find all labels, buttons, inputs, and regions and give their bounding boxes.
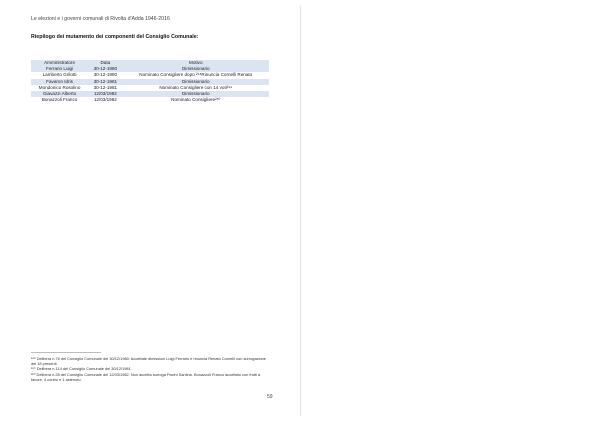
footnote-250: ²⁵⁰ Delibera n.28 del Consiglio Comunale del 12/03/1982. Non accetta surroga Pavini Santina. Bonazzoli Franco accettato con frutti a favore, 4 contro e 1 astenuto. xyxy=(31,371,261,382)
admin-row xyxy=(31,97,269,103)
admin-name: Giavazzi Alberto xyxy=(31,91,88,97)
admin-motive: Dimissionario xyxy=(123,66,269,72)
page-number-left: 59 xyxy=(267,394,273,400)
admin-motive: Dimissionario xyxy=(123,91,269,97)
footnotes xyxy=(31,356,271,382)
admin-date: 30-12-1981 xyxy=(93,84,118,90)
admin-name: Bonazzoli Franco xyxy=(41,97,78,103)
admin-name: Ferrario Luigi xyxy=(31,66,88,72)
admin-motive: Nominato Consigliere²⁵⁰ xyxy=(171,97,221,103)
col-data: Data xyxy=(88,60,122,66)
admin-changes-table xyxy=(31,60,269,103)
footnote-249: ²⁴⁹ Delibera n.114 del Consiglio Comunale del 30/12/1981. xyxy=(31,366,132,372)
admin-date: 12/03/1982 xyxy=(93,97,117,103)
admin-date: 30-12-1980 xyxy=(88,66,122,72)
footnote-248: ²⁴⁸ Delibera n.76 del Consiglio Comunale del 30/12/1980: Accettate dimissioni Luigi Ferrario e rinuncia Renato Cornelli con surrogazione dei 18 presenti. xyxy=(31,356,266,367)
admin-date: 30-12-1981 xyxy=(88,79,122,85)
admin-date: 30-12-1980 xyxy=(93,72,118,78)
col-motivo: Motivo xyxy=(123,60,269,66)
right-page xyxy=(300,0,600,424)
running-header-left: Le elezioni e i governi comunali di Rivolta d'Adda 1946-2016 xyxy=(31,16,170,22)
admin-motive: Nominato Consigliere dopo ²⁴⁸Rinuncia Cornelli Renato xyxy=(139,72,253,78)
admin-name: Mondonico Rosolino xyxy=(38,84,81,90)
admin-name: Lamberto Grilotti xyxy=(42,72,77,78)
admin-row xyxy=(31,72,269,78)
admin-date: 12/03/1982 xyxy=(88,91,122,97)
admin-motive: Dimissionario xyxy=(123,79,269,85)
admin-name: Favaron Idris xyxy=(31,79,88,85)
footnote-rule xyxy=(31,352,101,353)
section-title: Riepilogo dei mutamento dei componenti del Consiglio Comunale: xyxy=(31,34,199,40)
col-amministratore: Amministratore xyxy=(31,60,88,66)
admin-motive: Nominato Consigliere con 14 voti²⁴⁹ xyxy=(159,84,233,90)
